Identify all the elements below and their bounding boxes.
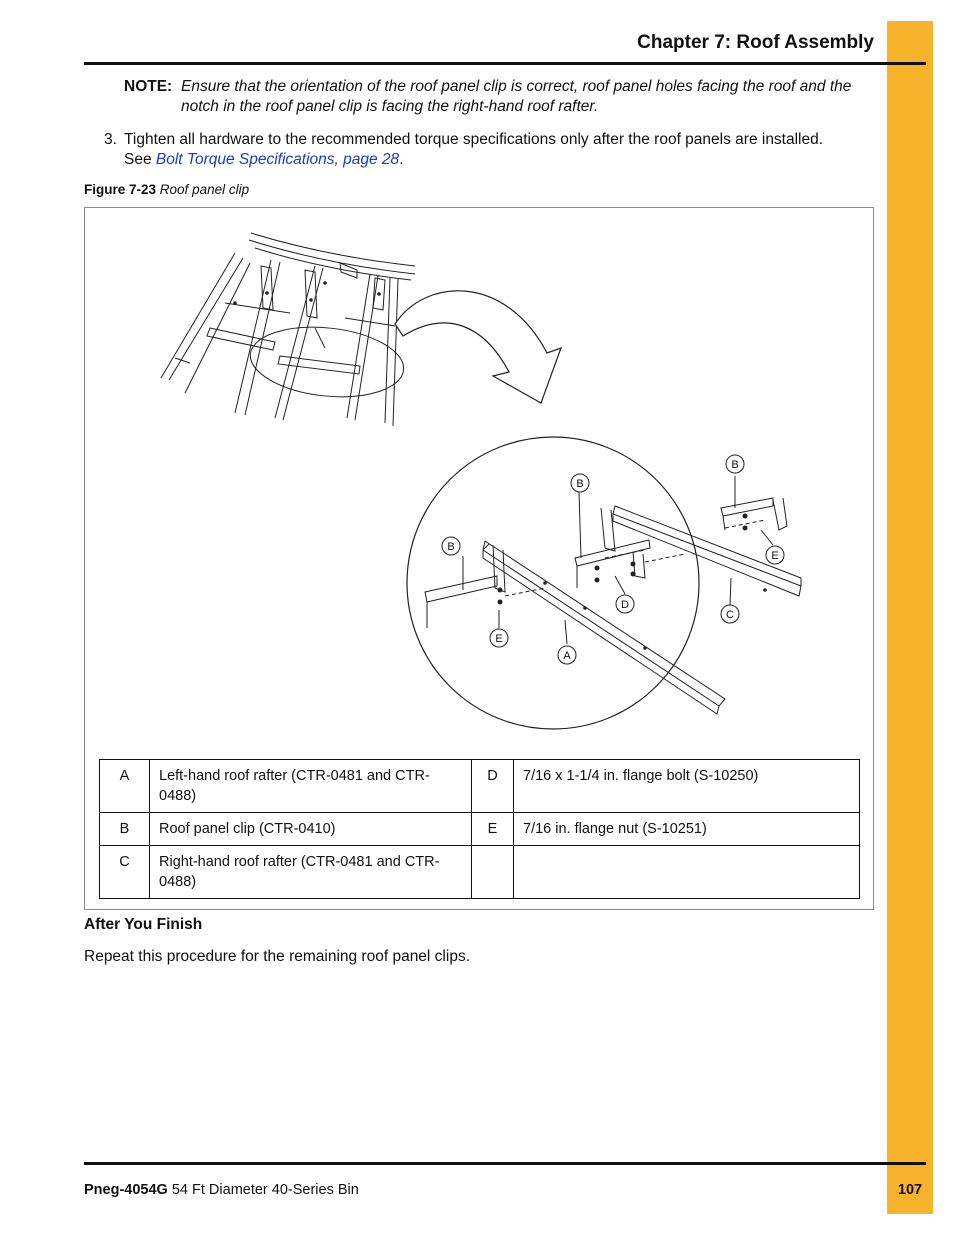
doc-id: Pneg-4054G — [84, 1182, 168, 1198]
after-you-finish-heading: After You Finish — [84, 916, 203, 933]
legend-key: B — [100, 813, 150, 846]
bolt-torque-link[interactable]: Bolt Torque Specifications, page 28 — [155, 151, 400, 168]
legend-value: Roof panel clip (CTR-0410) — [150, 813, 472, 846]
callout-letter: E — [771, 550, 779, 562]
callout-letter: A — [563, 650, 571, 662]
detail-circle — [407, 437, 699, 729]
table-row — [100, 760, 860, 813]
legend-value: 7/16 in. flange nut (S-10251) — [514, 813, 860, 846]
callout-letter: E — [495, 633, 503, 645]
callout-letter: B — [576, 478, 584, 490]
legend-value: Right-hand roof rafter (CTR-0481 and CTR-0488) — [150, 846, 472, 899]
callout-letter: B — [447, 541, 455, 553]
callout-letter: B — [731, 459, 739, 471]
legend-key: A — [100, 760, 150, 813]
zoom-arrow — [395, 291, 561, 403]
legend-key: E — [472, 813, 514, 846]
footer-rule — [84, 1162, 926, 1165]
legend-key: D — [472, 760, 514, 813]
header-rule — [84, 62, 926, 65]
page-number: 107 — [897, 1182, 923, 1198]
chapter-title: Chapter 7: Roof Assembly — [637, 32, 874, 53]
legend-value: Left-hand roof rafter (CTR-0481 and CTR-0488) — [150, 760, 472, 813]
parts-legend-table — [99, 759, 860, 899]
step-text-main: Tighten all hardware to the recommended torque specifications only after the roof panels are installed. See — [124, 131, 824, 168]
step-text-end: . — [399, 151, 404, 168]
callout-letter: D — [621, 599, 629, 611]
footer — [84, 1182, 359, 1198]
after-you-finish-text: Repeat this procedure for the remaining roof panel clips. — [84, 948, 470, 965]
note-text: Ensure that the orientation of the roof panel clip is correct, roof panel holes facing the roof and the notch in the roof panel clip is facing the right-hand roof rafter. — [181, 78, 852, 115]
step-number: 3. — [104, 131, 117, 148]
legend-key — [472, 846, 514, 899]
legend-key: C — [100, 846, 150, 899]
step-text — [124, 130, 834, 170]
figure-frame — [84, 207, 874, 910]
callout-letter: C — [726, 609, 734, 621]
chapter-tab-bar — [887, 21, 933, 1214]
table-row — [100, 813, 860, 846]
legend-value — [514, 846, 860, 899]
table-row — [100, 846, 860, 899]
figure-title: Roof panel clip — [159, 182, 250, 197]
figure-caption — [84, 182, 249, 197]
legend-value: 7/16 x 1-1/4 in. flange bolt (S-10250) — [514, 760, 860, 813]
roof-panel-clip-diagram — [85, 208, 873, 753]
doc-title: 54 Ft Diameter 40-Series Bin — [171, 1182, 359, 1198]
roof-overview-drawing — [161, 233, 415, 426]
figure-number: Figure 7-23 — [84, 182, 157, 197]
note-label: NOTE: — [124, 78, 173, 95]
